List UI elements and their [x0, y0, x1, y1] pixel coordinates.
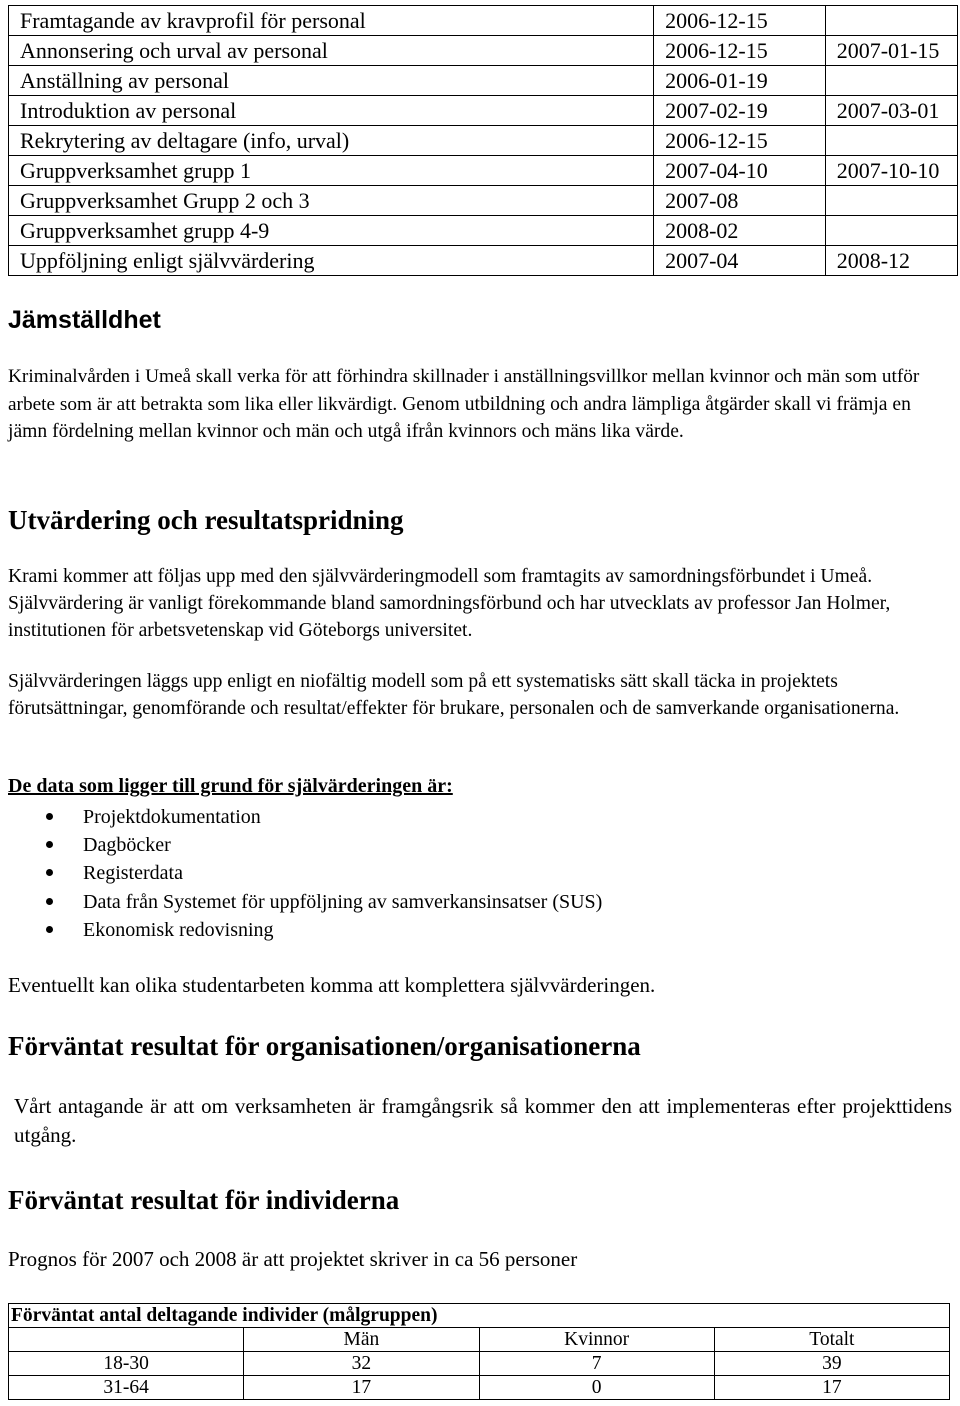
schedule-end-cell: 2007-01-15: [825, 36, 957, 66]
count-cell: 17: [714, 1376, 949, 1400]
utvardering-paragraph-2: Självvärderingen läggs upp enligt en niofältig modell som på ett systematisks sätt skall täcka in projektets förutsättningar, genomförande och resultat/effekter för brukare, personalen och de samverkande organisationerna.: [8, 671, 900, 719]
schedule-activity-cell: Gruppverksamhet grupp 1: [9, 156, 654, 186]
schedule-activity-cell: Uppföljning enligt självvärdering: [9, 246, 654, 276]
list-item: [8, 916, 602, 944]
schedule-row: [9, 156, 958, 186]
jamstalldhet-paragraph: [8, 364, 953, 445]
schedule-start-cell: 2007-02-19: [654, 96, 826, 126]
bullet-icon: [46, 926, 53, 933]
schedule-activity-cell: Framtagande av kravprofil för personal: [9, 6, 654, 36]
participants-header-row: [9, 1328, 950, 1352]
table-row: [9, 1376, 950, 1400]
schedule-end-cell: [825, 66, 957, 96]
schedule-row: [9, 96, 958, 126]
org-result-paragraph: Vårt antagande är att om verksamheten är framgångsrik så kommer den att implementeras efter projekttidens utgång.: [14, 1094, 952, 1147]
schedule-activity-cell: Introduktion av personal: [9, 96, 654, 126]
list-item-text: Dagböcker: [83, 834, 171, 857]
list-item-text: Projektdokumentation: [83, 806, 261, 828]
schedule-end-cell: [825, 6, 957, 36]
schedule-start-cell: 2007-04-10: [654, 156, 826, 186]
schedule-start-cell: 2006-12-15: [654, 6, 826, 36]
schedule-row: [9, 126, 958, 156]
count-cell: 39: [714, 1352, 949, 1376]
schedule-row: [9, 246, 958, 276]
schedule-activity-cell: Rekrytering av deltagare (info, urval): [9, 126, 654, 156]
jamstalldhet-text-2: Genom utbildning och andra lämpliga åtgärder skall vi främja en jämn fördelning mellan kvinnor och män och utgå ifrån kvinnors och mäns lika värde.: [8, 393, 911, 442]
schedule-row: [9, 186, 958, 216]
schedule-start-cell: 2007-04: [654, 246, 826, 276]
schedule-activity-cell: Annonsering och urval av personal: [9, 36, 654, 66]
schedule-end-cell: 2007-10-10: [825, 156, 957, 186]
schedule-activity-cell: Anställning av personal: [9, 66, 654, 96]
schedule-end-cell: [825, 186, 957, 216]
section-heading-jamstalldhet: Jämställdhet: [8, 306, 161, 334]
table-row: [9, 1352, 950, 1376]
age-group-cell: 18-30: [9, 1352, 244, 1376]
schedule-start-cell: 2007-08: [654, 186, 826, 216]
schedule-row: [9, 6, 958, 36]
column-header: Män: [244, 1328, 479, 1352]
jamstalldhet-text-1: Kriminalvården i Umeå skall verka för att förhindra skillnader i anställningsvillkor mellan kvinnor och män som utför arbete som är att betrakta som lika eller likvärdigt.: [8, 366, 920, 415]
schedule-table: [8, 5, 958, 276]
schedule-row: [9, 66, 958, 96]
participants-table: [8, 1303, 950, 1400]
list-item: [8, 888, 602, 916]
list-item-text: Registerdata: [83, 862, 183, 885]
count-cell: 32: [244, 1352, 479, 1376]
list-item-text: Data från Systemet för uppföljning av samverkansinsatser (SUS): [83, 890, 603, 913]
column-header: [9, 1328, 244, 1352]
section-heading-utvardering: Utvärdering och resultatspridning: [8, 505, 404, 535]
list-item: [8, 859, 602, 887]
schedule-end-cell: [825, 126, 957, 156]
schedule-end-cell: 2008-12: [825, 246, 957, 276]
indiv-result-paragraph: Prognos för 2007 och 2008 är att projektet skriver in ca 56 personer: [8, 1247, 578, 1271]
bullet-icon: [46, 898, 53, 905]
schedule-end-cell: [825, 216, 957, 246]
count-cell: 17: [244, 1376, 479, 1400]
list-item: [8, 831, 602, 859]
list-item: [8, 803, 602, 831]
column-header: Totalt: [714, 1328, 949, 1352]
bullet-icon: [46, 841, 53, 848]
bullet-icon: [46, 813, 53, 820]
count-cell: 0: [479, 1376, 714, 1400]
column-header: Kvinnor: [479, 1328, 714, 1352]
participants-table-title: Förväntat antal deltagande individer (målgruppen): [9, 1304, 950, 1328]
data-sources-list: [8, 803, 602, 944]
data-sources-heading: De data som ligger till grund för självärderingen är:: [8, 775, 453, 797]
schedule-row: [9, 36, 958, 66]
schedule-start-cell: 2006-12-15: [654, 36, 826, 66]
list-item-text: Ekonomisk redovisning: [83, 918, 274, 941]
age-group-cell: 31-64: [9, 1376, 244, 1400]
schedule-activity-cell: Gruppverksamhet Grupp 2 och 3: [9, 186, 654, 216]
section-heading-org-result: Förväntat resultat för organisationen/organisationerna: [8, 1031, 641, 1061]
schedule-start-cell: 2008-02: [654, 216, 826, 246]
schedule-row: [9, 216, 958, 246]
count-cell: 7: [479, 1352, 714, 1376]
schedule-start-cell: 2006-12-15: [654, 126, 826, 156]
utvardering-paragraph-1: Krami kommer att följas upp med den självvärderingmodell som framtagits av samordningsförbundet i Umeå. Självvärdering är vanligt förekommande bland samordningsförbund och har utvecklats av professor Jan Holmer, institutionen för arbetsvetenskap vid Göteborgs universitet.: [8, 566, 891, 641]
bullet-icon: [46, 869, 53, 876]
schedule-start-cell: 2006-01-19: [654, 66, 826, 96]
section-heading-indiv-result: Förväntat resultat för individerna: [8, 1185, 400, 1215]
schedule-end-cell: 2007-03-01: [825, 96, 957, 126]
schedule-activity-cell: Gruppverksamhet grupp 4-9: [9, 216, 654, 246]
closing-paragraph: Eventuellt kan olika studentarbeten komma att komplettera självvärderingen.: [8, 973, 656, 997]
